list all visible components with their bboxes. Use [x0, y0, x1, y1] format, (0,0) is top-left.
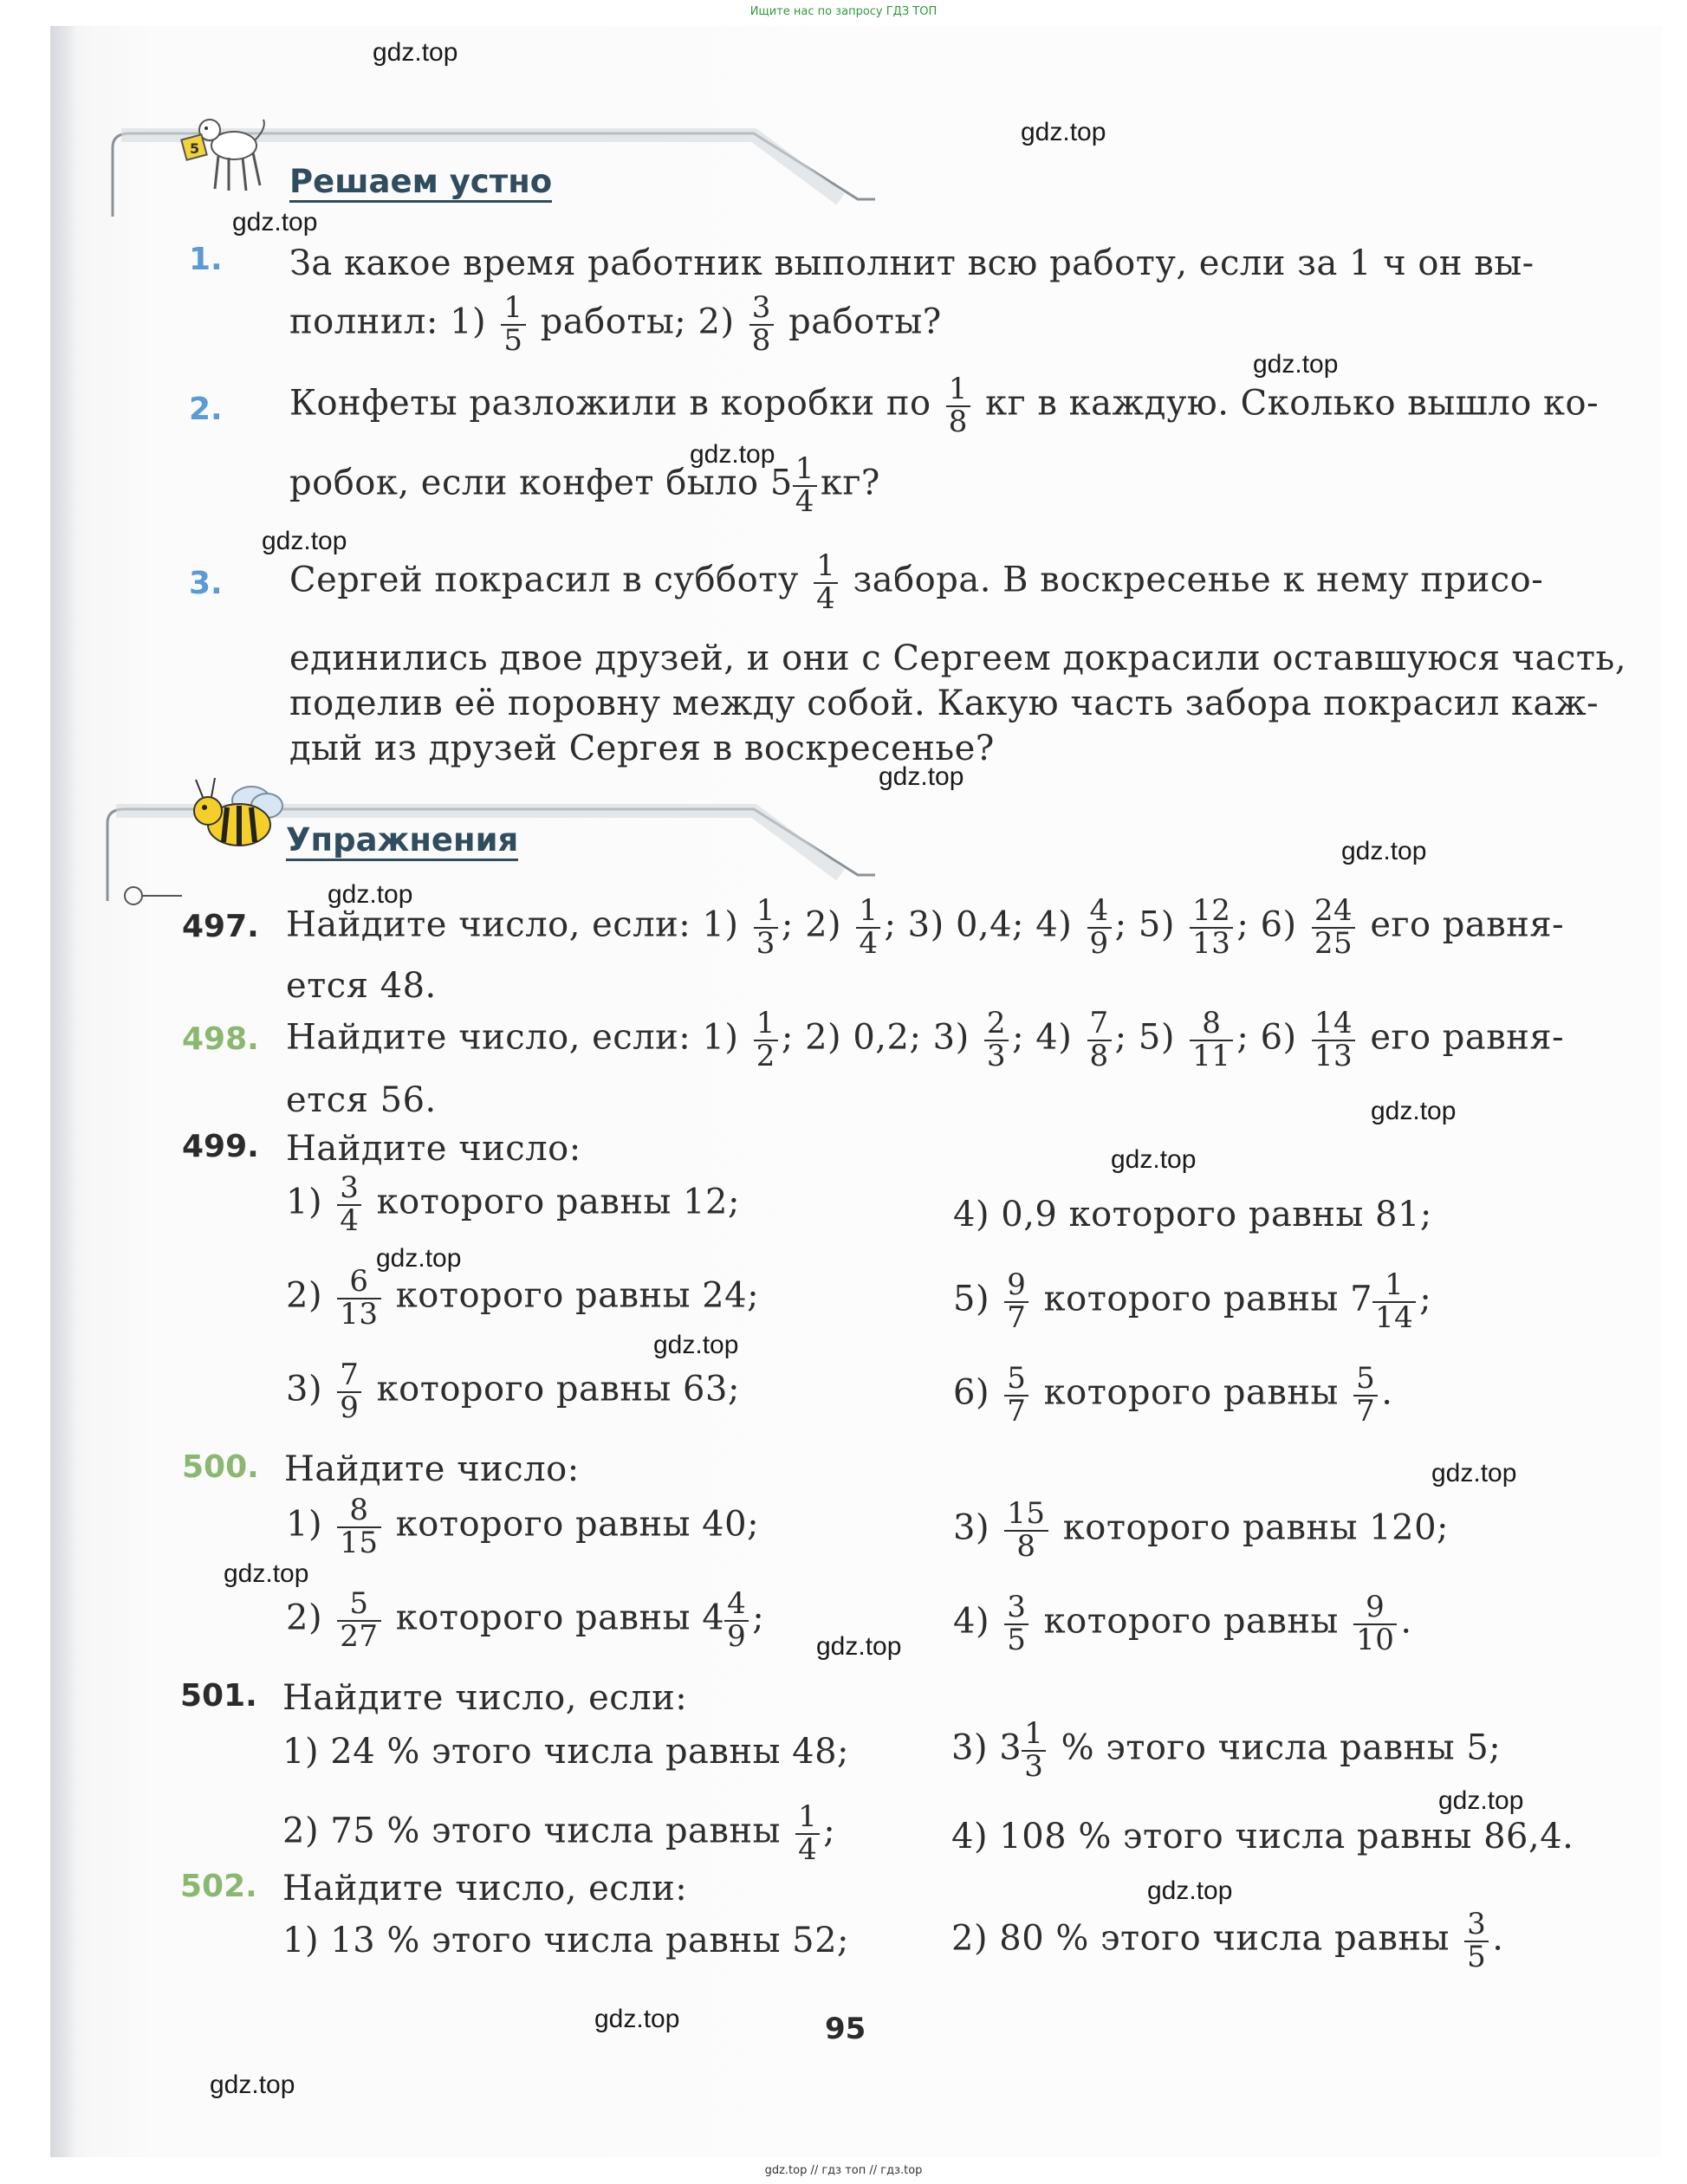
ex501-number: 501.	[180, 1678, 257, 1714]
watermark: gdz.top	[690, 440, 775, 469]
ex499-title: Найдите число:	[286, 1129, 581, 1169]
denominator: 8	[1089, 1038, 1109, 1073]
ex499-item2	[286, 1264, 760, 1332]
numerator: 1	[793, 454, 817, 487]
fraction	[749, 290, 774, 358]
denominator: 5	[503, 322, 523, 358]
item-end: ;	[823, 1811, 836, 1851]
oral-q2-text-a: Конфеты разложили в коробки по	[289, 383, 931, 424]
numerator: 1	[814, 551, 838, 584]
item-label: 6)	[953, 1372, 990, 1413]
watermark: gdz.top	[262, 527, 347, 555]
ex502-item1: 1) 13 % этого числа равны 52;	[282, 1921, 850, 1960]
item-text: которого равны	[1043, 1372, 1339, 1413]
oral-section-title: Решаем устно	[289, 165, 552, 203]
denominator: 9	[340, 1390, 360, 1425]
ex497-sep6: ; 6)	[1236, 904, 1297, 945]
fraction	[1353, 1592, 1397, 1656]
bee-mascot-icon	[182, 771, 286, 858]
oral-q1-number: 1.	[189, 242, 223, 277]
oral-q2-text-c: робок, если конфет было	[289, 463, 759, 503]
fraction	[1464, 1909, 1489, 1973]
ex502-number: 502.	[180, 1869, 257, 1904]
item-text: которого равны 40;	[395, 1504, 760, 1545]
item-end: ;	[1419, 1279, 1432, 1319]
watermark: gdz.top	[376, 1244, 462, 1273]
oral-q3-line4: дый из друзей Сергея в воскресенье?	[289, 729, 995, 768]
denominator: 25	[1314, 925, 1353, 961]
denominator: 7	[1007, 1299, 1027, 1335]
item-label: 5)	[953, 1279, 990, 1319]
ex498-number: 498.	[182, 1021, 259, 1057]
oral-q1-line1: За какое время работник выполнит всю работу, если за 1 ч он вы-	[289, 243, 1535, 283]
fraction	[793, 451, 817, 519]
numerator: 5	[1353, 1364, 1378, 1397]
ex497-sep5: ; 5)	[1114, 904, 1175, 945]
numerator: 3	[1464, 1909, 1489, 1942]
watermark: gdz.top	[653, 1331, 739, 1359]
fraction	[856, 893, 880, 961]
numerator: 1	[754, 896, 778, 929]
numerator: 8	[1190, 1008, 1233, 1041]
fraction	[1004, 1267, 1028, 1335]
item-end: .	[1381, 1372, 1393, 1413]
fraction	[337, 1264, 380, 1332]
ex501-item2	[282, 1799, 836, 1867]
item-text: % этого числа равны 5;	[1061, 1727, 1502, 1768]
oral-q2-whole: 5	[769, 463, 793, 503]
denominator: 13	[340, 1296, 379, 1332]
item-whole: 7	[1350, 1279, 1373, 1319]
item-text: которого равны 12;	[376, 1182, 740, 1222]
watermark: gdz.top	[1438, 1786, 1524, 1815]
watermark: gdz.top	[232, 208, 318, 237]
fraction	[337, 1170, 361, 1238]
fraction	[984, 1008, 1009, 1072]
ex499-item4: 4) 0,9 которого равны 81;	[953, 1195, 1432, 1235]
fraction	[754, 1008, 778, 1072]
oral-q1-line2	[289, 290, 942, 358]
ex502-item2	[951, 1909, 1504, 1973]
denominator: 3	[986, 1038, 1007, 1073]
watermark: gdz.top	[210, 2071, 295, 2099]
fraction	[1022, 1716, 1046, 1784]
ex498-sep5: ; 5)	[1114, 1017, 1175, 1058]
oral-q2-line2	[289, 451, 880, 519]
numerator: 1	[1022, 1719, 1046, 1752]
numerator: 4	[1087, 896, 1112, 929]
oral-q3-text-a: Сергей покрасил в субботу	[289, 560, 799, 600]
ex498-text-a: Найдите число, если: 1)	[286, 1017, 739, 1058]
ex501-item3	[951, 1716, 1502, 1784]
item-label: 1)	[286, 1182, 323, 1222]
oral-q1-text-a: полнил: 1)	[289, 301, 487, 342]
item-label: 3)	[953, 1507, 990, 1548]
oral-q1-text-c: работы?	[788, 301, 942, 342]
denominator: 4	[798, 1831, 818, 1867]
numerator: 1	[795, 1802, 820, 1835]
denominator: 13	[1192, 925, 1231, 961]
oral-q2-number: 2.	[189, 392, 223, 427]
ex502-title: Найдите число, если:	[282, 1869, 688, 1909]
ex501-title: Найдите число, если:	[282, 1678, 688, 1718]
bottom-banner: gdz.top // гдз топ // гдз.top	[764, 2164, 923, 2177]
item-text: которого равны	[1043, 1601, 1339, 1642]
numerator: 3	[1004, 1592, 1028, 1625]
fraction	[337, 1360, 361, 1423]
oral-q1-text-b: работы; 2)	[540, 301, 735, 342]
numerator: 1	[754, 1008, 778, 1041]
fraction	[501, 290, 525, 358]
oral-q2-text-b: кг в каждую. Сколько вышло ко-	[985, 383, 1599, 424]
numerator: 7	[1087, 1008, 1112, 1041]
numerator: 24	[1312, 896, 1355, 929]
item-end: .	[1492, 1918, 1504, 1959]
watermark: gdz.top	[1147, 1876, 1233, 1905]
watermark: gdz.top	[879, 762, 964, 791]
fraction	[1190, 893, 1233, 961]
fraction	[724, 1586, 749, 1654]
ex498-tail: его равня-	[1370, 1017, 1565, 1058]
numerator: 1	[856, 896, 880, 929]
fraction	[946, 374, 970, 437]
fraction	[1190, 1008, 1233, 1072]
numerator: 9	[1353, 1592, 1397, 1625]
numerator: 4	[724, 1589, 749, 1622]
fraction	[1312, 1008, 1355, 1072]
page-number: 95	[825, 2012, 866, 2046]
numerator: 14	[1312, 1008, 1355, 1041]
denominator: 3	[1024, 1748, 1044, 1784]
item-text: которого равны 120;	[1062, 1507, 1450, 1548]
numerator: 1	[946, 374, 970, 407]
denominator: 4	[859, 925, 879, 961]
fraction	[754, 893, 778, 961]
denominator: 27	[340, 1618, 379, 1654]
numerator: 1	[1372, 1270, 1416, 1303]
item-end: ;	[752, 1597, 765, 1638]
item-text: 2) 75 % этого числа равны	[282, 1811, 781, 1851]
watermark: gdz.top	[1021, 118, 1106, 146]
fraction	[1312, 893, 1355, 961]
item-label: 2)	[286, 1597, 323, 1638]
ex500-item4	[953, 1592, 1412, 1656]
numerator: 3	[749, 293, 774, 326]
exercises-section-title: Упражнения	[286, 823, 518, 861]
watermark: gdz.top	[373, 38, 458, 67]
denominator: 8	[948, 404, 968, 439]
watermark: gdz.top	[594, 2005, 680, 2033]
fraction	[337, 1586, 380, 1654]
oral-q3-number: 3.	[189, 566, 223, 601]
denominator: 11	[1192, 1038, 1231, 1073]
numerator: 5	[337, 1589, 380, 1622]
denominator: 4	[816, 580, 836, 616]
oral-q3-line3: поделив её поровну между собой. Какую часть забора покрасил каж-	[289, 684, 1599, 723]
ex497-sep2: ; 2)	[781, 904, 842, 945]
denominator: 10	[1356, 1622, 1395, 1657]
ex498-sep4: ; 4)	[1012, 1017, 1073, 1058]
item-text: которого равны	[395, 1597, 691, 1638]
ex500-item3	[953, 1496, 1450, 1564]
ex499-item5	[953, 1267, 1432, 1335]
ex500-item2	[286, 1586, 765, 1654]
fraction	[1004, 1361, 1028, 1429]
fraction	[1353, 1361, 1378, 1429]
mascot-badge-number: 5	[190, 140, 200, 157]
item-end: .	[1400, 1601, 1412, 1642]
item-text: которого равны 24;	[395, 1275, 760, 1316]
numerator: 5	[1004, 1364, 1028, 1397]
numerator: 3	[337, 1173, 361, 1206]
watermark: gdz.top	[1431, 1459, 1517, 1487]
numerator: 1	[501, 293, 525, 326]
item-text: 2) 80 % этого числа равны	[951, 1918, 1450, 1959]
item-label: 1)	[286, 1504, 323, 1545]
numerator: 7	[337, 1360, 361, 1393]
ex497-tail: его равня-	[1370, 904, 1565, 945]
ex498-line1	[286, 1008, 1564, 1072]
fraction	[337, 1495, 380, 1559]
ex497-text-a: Найдите число, если: 1)	[286, 904, 739, 945]
ex498-sep2: ; 2) 0,2; 3)	[781, 1017, 970, 1058]
ex501-item4: 4) 108 % этого числа равны 86,4.	[951, 1817, 1574, 1857]
denominator: 8	[1016, 1528, 1036, 1564]
fraction	[1372, 1267, 1416, 1335]
denominator: 4	[795, 483, 814, 519]
ex500-number: 500.	[182, 1449, 259, 1485]
ex498-sep6: ; 6)	[1236, 1017, 1297, 1058]
denominator: 9	[1089, 925, 1109, 961]
item-label: 2)	[286, 1275, 323, 1316]
oral-q2-text-d: кг?	[820, 463, 880, 503]
ex497-number: 497.	[182, 909, 259, 944]
fraction	[1087, 1008, 1112, 1072]
numerator: 6	[337, 1267, 380, 1299]
numerator: 2	[984, 1008, 1009, 1041]
watermark: gdz.top	[328, 880, 413, 909]
item-label: 4)	[953, 1601, 990, 1642]
ex497-line2: ется 48.	[286, 966, 437, 1006]
numerator: 15	[1004, 1499, 1048, 1532]
item-whole: 3	[999, 1727, 1022, 1768]
oral-q3-line1	[289, 548, 1544, 616]
numerator: 8	[337, 1495, 380, 1528]
dog-mascot-icon	[180, 111, 276, 198]
fraction	[1004, 1496, 1048, 1564]
ex499-item1	[286, 1170, 740, 1238]
watermark: gdz.top	[1371, 1097, 1457, 1125]
oral-q2-line1	[289, 374, 1599, 437]
oral-q3-line2: единились двое друзей, и они с Сергеем докрасили оставшуюся часть,	[289, 638, 1627, 678]
denominator: 7	[1007, 1393, 1027, 1429]
denominator: 7	[1356, 1393, 1376, 1429]
watermark: gdz.top	[224, 1559, 309, 1588]
watermark: gdz.top	[1111, 1145, 1197, 1174]
denominator: 8	[751, 322, 771, 358]
ex499-item3	[286, 1360, 740, 1423]
ex498-line2: ется 56.	[286, 1080, 437, 1120]
denominator: 14	[1375, 1299, 1414, 1335]
numerator: 9	[1004, 1270, 1028, 1303]
item-label: 3)	[951, 1727, 989, 1768]
item-whole: 4	[702, 1597, 725, 1638]
fraction	[1087, 893, 1112, 961]
ex501-item1: 1) 24 % этого числа равны 48;	[282, 1732, 850, 1772]
denominator: 2	[756, 1038, 775, 1073]
denominator: 13	[1314, 1038, 1353, 1073]
denominator: 9	[727, 1618, 747, 1654]
ex500-title: Найдите число:	[284, 1449, 580, 1489]
fraction	[795, 1799, 820, 1867]
numerator: 12	[1190, 896, 1233, 929]
denominator: 15	[340, 1525, 379, 1560]
item-text: которого равны	[1043, 1279, 1339, 1319]
denominator: 3	[756, 925, 775, 961]
watermark: gdz.top	[816, 1632, 902, 1661]
item-text: которого равны 63;	[376, 1369, 740, 1410]
ex500-item1	[286, 1495, 759, 1559]
ex497-sep3: ; 3) 0,4; 4)	[884, 904, 1073, 945]
denominator: 4	[340, 1202, 360, 1238]
ex499-item6	[953, 1361, 1393, 1429]
top-banner: Ищите нас по запросу ГДЗ ТОП	[749, 5, 938, 18]
fraction	[1004, 1592, 1028, 1656]
fraction	[814, 548, 838, 616]
watermark: gdz.top	[1341, 837, 1427, 865]
denominator: 5	[1467, 1939, 1487, 1974]
page-binding-shadow	[50, 26, 76, 2157]
item-label: 3)	[286, 1369, 323, 1410]
denominator: 5	[1007, 1622, 1027, 1657]
oral-q3-text-b: забора. В воскресенье к нему присо-	[853, 560, 1544, 600]
ex499-number: 499.	[182, 1129, 259, 1164]
watermark: gdz.top	[1253, 350, 1339, 379]
